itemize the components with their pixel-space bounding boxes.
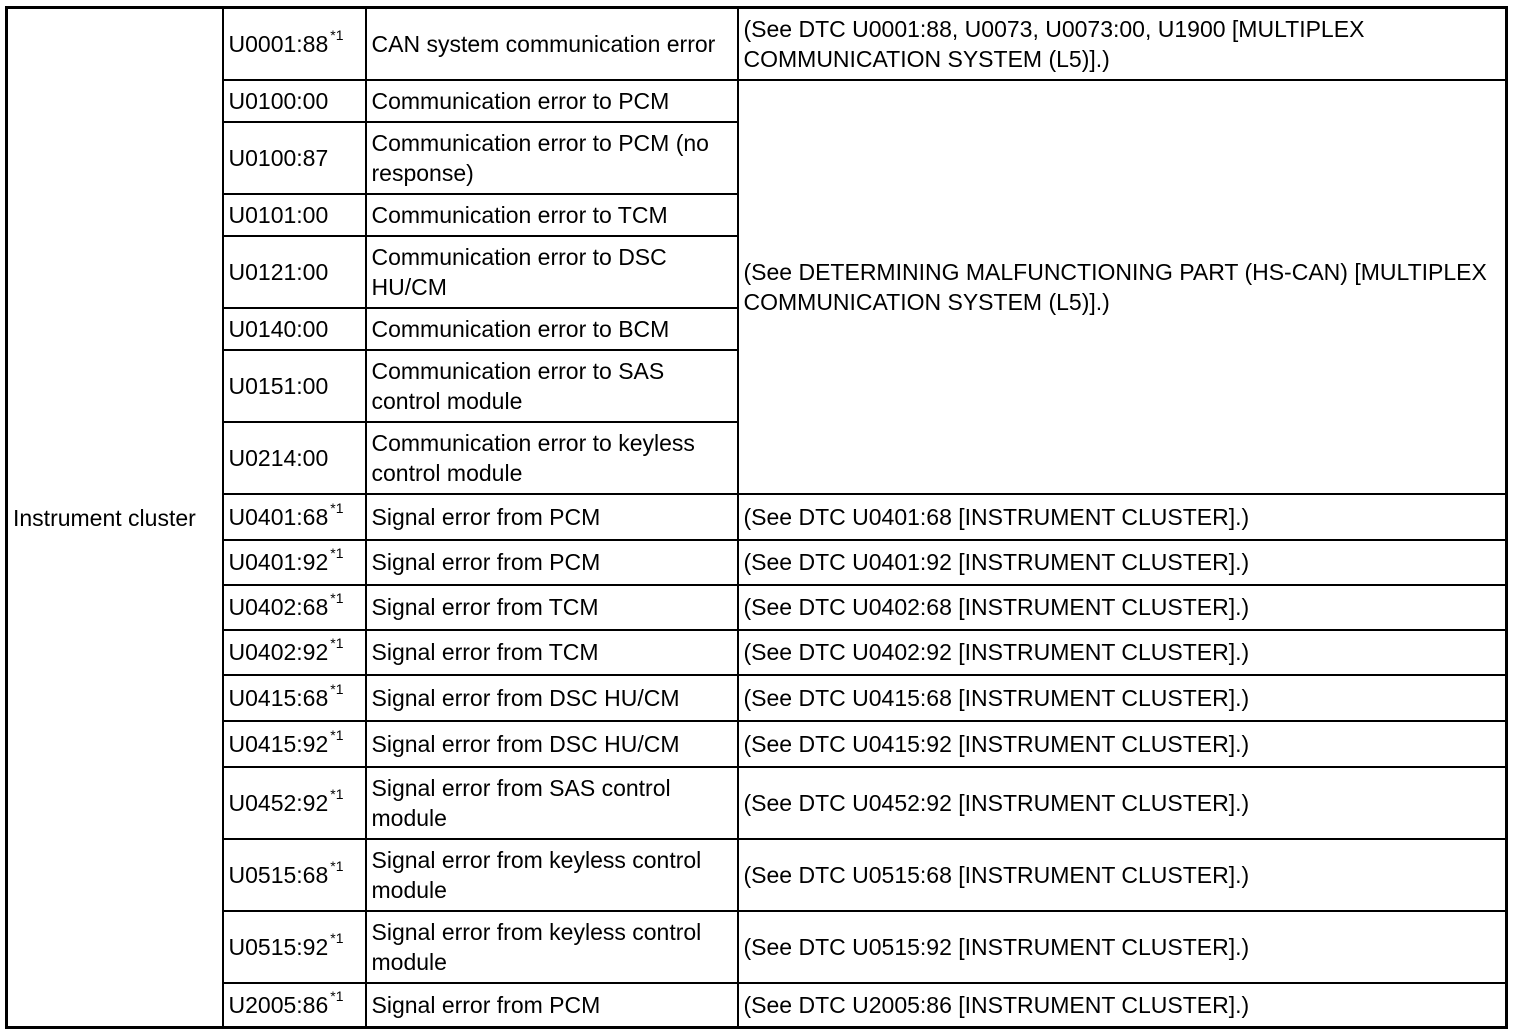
table-row (7, 721, 1507, 767)
dtc-action-cell: (See DTC U0401:68 [INSTRUMENT CLUSTER].) (738, 494, 1507, 540)
dtc-description-cell: Communication error to PCM (no response) (366, 122, 738, 194)
dtc-code-cell (223, 8, 366, 80)
table-row (7, 839, 1507, 911)
dtc-description-cell: Signal error from PCM (366, 983, 738, 1028)
dtc-action-cell: (See DTC U0402:92 [INSTRUMENT CLUSTER].) (738, 630, 1507, 675)
dtc-description-cell: Communication error to BCM (366, 308, 738, 350)
dtc-description-cell: Communication error to DSC HU/CM (366, 236, 738, 308)
dtc-action-cell: (See DETERMINING MALFUNCTIONING PART (HS-CAN) [MULTIPLEX COMMUNICATION SYSTEM (L5)].) (738, 80, 1507, 494)
dtc-action-cell: (See DTC U0415:92 [INSTRUMENT CLUSTER].) (738, 721, 1507, 767)
dtc-code-cell (223, 494, 366, 540)
dtc-code: U0140:00 (228, 315, 329, 342)
footnote-mark: *1 (330, 726, 344, 743)
dtc-code-cell (223, 675, 366, 721)
dtc-code-cell (223, 721, 366, 767)
dtc-code: U2005:86 (228, 991, 329, 1018)
dtc-code: U0402:92 (228, 639, 329, 665)
table-row (7, 494, 1507, 540)
dtc-code-cell (223, 194, 366, 236)
dtc-description-cell: Signal error from DSC HU/CM (366, 721, 738, 767)
dtc-code-cell (223, 350, 366, 422)
dtc-code-cell (223, 308, 366, 350)
dtc-action-cell: (See DTC U0415:68 [INSTRUMENT CLUSTER].) (738, 675, 1507, 721)
dtc-code-cell (223, 767, 366, 839)
footnote-mark: *1 (330, 929, 344, 946)
dtc-code-cell (223, 122, 366, 194)
dtc-code: U0401:92 (228, 549, 329, 575)
table-row (7, 767, 1507, 839)
dtc-code: U0214:00 (228, 444, 329, 471)
dtc-description-cell: Communication error to SAS control module (366, 350, 738, 422)
dtc-action-cell: (See DTC U0515:68 [INSTRUMENT CLUSTER].) (738, 839, 1507, 911)
footnote-mark: *1 (330, 590, 344, 607)
dtc-description-cell: Communication error to TCM (366, 194, 738, 236)
dtc-code: U0515:68 (228, 861, 329, 888)
dtc-code: U0100:00 (228, 87, 329, 114)
dtc-action-cell: (See DTC U0452:92 [INSTRUMENT CLUSTER].) (738, 767, 1507, 839)
dtc-code: U0100:87 (228, 144, 329, 171)
dtc-code: U0001:88 (228, 30, 329, 57)
dtc-code-cell (223, 236, 366, 308)
dtc-description-cell: Signal error from PCM (366, 494, 738, 540)
table-row (7, 630, 1507, 675)
dtc-code-cell (223, 80, 366, 122)
footnote-mark: *1 (330, 857, 344, 874)
table-row (7, 983, 1507, 1028)
dtc-code: U0151:00 (228, 372, 329, 399)
dtc-code: U0402:68 (228, 594, 329, 620)
dtc-action-cell: (See DTC U2005:86 [INSTRUMENT CLUSTER].) (738, 983, 1507, 1028)
dtc-description-cell: Signal error from DSC HU/CM (366, 675, 738, 721)
dtc-description-cell: Signal error from TCM (366, 630, 738, 675)
dtc-code: U0452:92 (228, 789, 329, 816)
dtc-table (5, 6, 1508, 1029)
dtc-code-cell (223, 422, 366, 494)
dtc-action-cell: (See DTC U0401:92 [INSTRUMENT CLUSTER].) (738, 540, 1507, 585)
dtc-description-cell: Communication error to PCM (366, 80, 738, 122)
footnote-mark: *1 (330, 635, 344, 652)
table-row (7, 540, 1507, 585)
dtc-code-cell (223, 585, 366, 630)
footnote-mark: *1 (330, 545, 344, 562)
dtc-description-cell: Signal error from TCM (366, 585, 738, 630)
table-row (7, 675, 1507, 721)
dtc-code: U0515:92 (228, 933, 329, 960)
footnote-mark: *1 (330, 27, 344, 44)
dtc-description-cell: Signal error from keyless control module (366, 911, 738, 983)
footnote-mark: *1 (330, 988, 344, 1005)
table-row (7, 8, 1507, 80)
dtc-description-cell: Communication error to keyless control module (366, 422, 738, 494)
dtc-code: U0415:68 (228, 684, 329, 711)
dtc-code: U0401:68 (228, 503, 329, 530)
dtc-code-cell (223, 983, 366, 1028)
dtc-code-cell (223, 839, 366, 911)
dtc-code-cell (223, 540, 366, 585)
table-row (7, 585, 1507, 630)
dtc-description-cell: Signal error from keyless control module (366, 839, 738, 911)
footnote-mark: *1 (330, 499, 344, 516)
dtc-code: U0121:00 (228, 258, 329, 285)
footnote-mark: *1 (330, 785, 344, 802)
module-cell: Instrument cluster (7, 8, 223, 1028)
dtc-description-cell: Signal error from SAS control module (366, 767, 738, 839)
dtc-action-cell: (See DTC U0515:92 [INSTRUMENT CLUSTER].) (738, 911, 1507, 983)
dtc-description-cell: Signal error from PCM (366, 540, 738, 585)
footnote-mark: *1 (330, 680, 344, 697)
dtc-code: U0101:00 (228, 201, 329, 228)
dtc-table-body (7, 8, 1507, 1028)
dtc-action-cell: (See DTC U0402:68 [INSTRUMENT CLUSTER].) (738, 585, 1507, 630)
dtc-code-cell (223, 630, 366, 675)
dtc-action-cell: (See DTC U0001:88, U0073, U0073:00, U1900 [MULTIPLEX COMMUNICATION SYSTEM (L5)].) (738, 8, 1507, 80)
table-row (7, 80, 1507, 122)
dtc-code-cell (223, 911, 366, 983)
table-row (7, 911, 1507, 983)
dtc-code: U0415:92 (228, 730, 329, 757)
dtc-description-cell: CAN system communication error (366, 8, 738, 80)
